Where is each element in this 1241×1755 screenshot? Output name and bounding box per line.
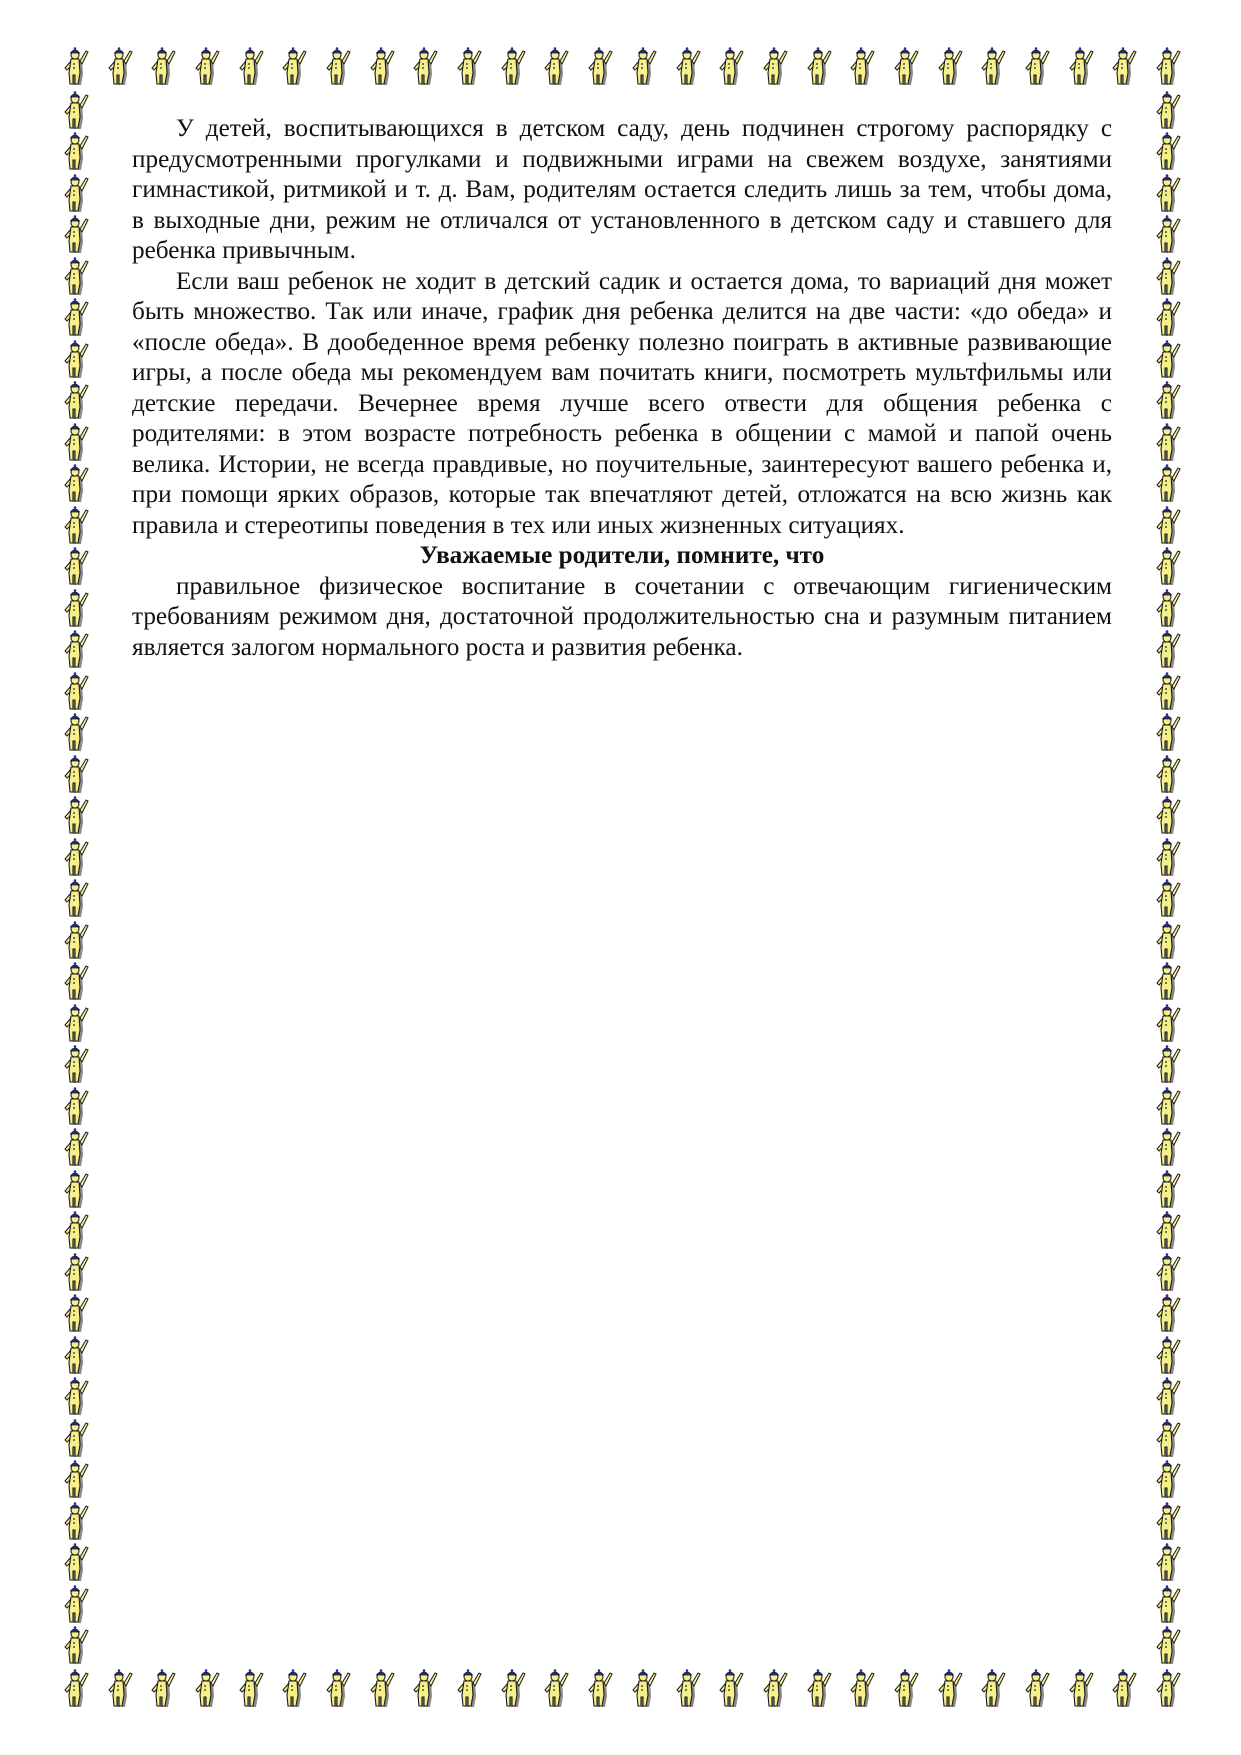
child-figure-icon: [60, 1418, 90, 1458]
child-figure-icon: [60, 1127, 90, 1167]
child-figure-icon: [890, 46, 920, 86]
child-figure-icon: [1152, 505, 1182, 545]
child-figure-icon: [60, 1542, 90, 1582]
child-figure-icon: [60, 256, 90, 296]
child-figure-icon: [60, 1086, 90, 1126]
child-figure-icon: [1152, 256, 1182, 296]
child-figure-icon: [60, 1044, 90, 1084]
child-figure-icon: [60, 131, 90, 171]
child-figure-icon: [366, 46, 396, 86]
child-figure-icon: [1152, 380, 1182, 420]
child-figure-icon: [60, 90, 90, 130]
child-figure-icon: [366, 1668, 396, 1708]
child-figure-icon: [672, 46, 702, 86]
child-figure-icon: [322, 1668, 352, 1708]
child-figure-icon: [540, 46, 570, 86]
child-figure-icon: [1021, 46, 1051, 86]
document-body: [132, 114, 1112, 663]
child-figure-icon: [60, 629, 90, 669]
child-figure-icon: [60, 878, 90, 918]
child-figure-icon: [759, 1668, 789, 1708]
child-figure-icon: [60, 1584, 90, 1624]
child-figure-icon: [60, 463, 90, 503]
child-figure-icon: [1108, 1668, 1138, 1708]
child-figure-icon: [977, 46, 1007, 86]
child-figure-icon: [147, 1668, 177, 1708]
child-figure-icon: [60, 795, 90, 835]
child-figure-icon: [1152, 1625, 1182, 1665]
child-figure-icon: [715, 1668, 745, 1708]
child-figure-icon: [191, 1668, 221, 1708]
child-figure-icon: [60, 837, 90, 877]
child-figure-icon: [715, 46, 745, 86]
section-heading: Уважаемые родители, помните, что: [419, 542, 825, 569]
child-figure-icon: [1152, 920, 1182, 960]
child-figure-icon: [1152, 1335, 1182, 1375]
child-figure-icon: [60, 214, 90, 254]
child-figure-icon: [628, 1668, 658, 1708]
child-figure-icon: [1152, 1293, 1182, 1333]
child-figure-icon: [104, 46, 134, 86]
child-figure-icon: [584, 1668, 614, 1708]
child-figure-icon: [60, 920, 90, 960]
child-figure-icon: [453, 1668, 483, 1708]
child-figure-icon: [1152, 961, 1182, 1001]
child-figure-icon: [977, 1668, 1007, 1708]
paragraph-daily-routine-kindergarten: У детей, воспитывающихся в детском саду, день подчинен строгому распорядку с предусмотренными прогулками и подвижными играми на свежем воздухе, занятиями гимнастикой, ритмикой и т. д. Вам, родителям остается следить лишь за тем, чтобы дома, в выходные дни, режим не отличался от установленного в детском саду и ставшего для ребенка привычным.: [132, 115, 1112, 264]
child-figure-icon: [1152, 1169, 1182, 1209]
child-figure-icon: [1021, 1668, 1051, 1708]
child-figure-icon: [60, 1169, 90, 1209]
child-figure-icon: [1152, 46, 1182, 86]
child-figure-icon: [104, 1668, 134, 1708]
child-figure-icon: [60, 1501, 90, 1541]
child-figure-icon: [278, 1668, 308, 1708]
child-figure-icon: [60, 1003, 90, 1043]
child-figure-icon: [1152, 173, 1182, 213]
child-figure-icon: [60, 546, 90, 586]
child-figure-icon: [235, 1668, 265, 1708]
paragraph-daily-routine-home: Если ваш ребенок не ходит в детский садик и остается дома, то вариаций дня может быть множество. Так или иначе, график дня ребенка делится на две части: «до обеда» и «после обеда». В дообеденное время ребенку полезно поиграть в активные развивающие игры, а после обеда мы рекомендуем вам почитать книги, посмотреть мультфильмы или детские передачи. Вечернее время лучше всего отвести для общения ребенка с родителями: в этом возрасте потребность ребенка в общении с мамой и папой очень велика. Истории, не всегда правдивые, но поучительные, заинтересуют вашего ребенка и, при помощи ярких образов, которые так впечатляют детей, отложатся на всю жизнь как правила и стереотипы поведения в тех или иных жизненных ситуациях.: [132, 267, 1112, 539]
child-figure-icon: [60, 1210, 90, 1250]
child-figure-icon: [147, 46, 177, 86]
child-figure-icon: [409, 1668, 439, 1708]
child-figure-icon: [1152, 422, 1182, 462]
child-figure-icon: [60, 1252, 90, 1292]
child-figure-icon: [191, 46, 221, 86]
child-figure-icon: [235, 46, 265, 86]
child-figure-icon: [1152, 90, 1182, 130]
child-figure-icon: [409, 46, 439, 86]
child-figure-icon: [60, 505, 90, 545]
child-figure-icon: [1152, 214, 1182, 254]
child-figure-icon: [1152, 1044, 1182, 1084]
child-figure-icon: [278, 46, 308, 86]
child-figure-icon: [60, 588, 90, 628]
child-figure-icon: [60, 1668, 90, 1708]
child-figure-icon: [60, 671, 90, 711]
child-figure-icon: [60, 422, 90, 462]
child-figure-icon: [1152, 339, 1182, 379]
child-figure-icon: [60, 712, 90, 752]
child-figure-icon: [1152, 1668, 1182, 1708]
child-figure-icon: [60, 46, 90, 86]
child-figure-icon: [1152, 1584, 1182, 1624]
child-figure-icon: [1108, 46, 1138, 86]
child-figure-icon: [1152, 1459, 1182, 1499]
child-figure-icon: [497, 46, 527, 86]
child-figure-icon: [1152, 629, 1182, 669]
child-figure-icon: [934, 1668, 964, 1708]
child-figure-icon: [60, 754, 90, 794]
child-figure-icon: [60, 297, 90, 337]
child-figure-icon: [1152, 1086, 1182, 1126]
child-figure-icon: [1152, 1003, 1182, 1043]
child-figure-icon: [60, 173, 90, 213]
child-figure-icon: [803, 46, 833, 86]
child-figure-icon: [1152, 1376, 1182, 1416]
child-figure-icon: [540, 1668, 570, 1708]
child-figure-icon: [1152, 878, 1182, 918]
child-figure-icon: [1152, 546, 1182, 586]
child-figure-icon: [1152, 671, 1182, 711]
child-figure-icon: [60, 1625, 90, 1665]
child-figure-icon: [890, 1668, 920, 1708]
child-figure-icon: [1065, 46, 1095, 86]
child-figure-icon: [1152, 1542, 1182, 1582]
child-figure-icon: [846, 1668, 876, 1708]
child-figure-icon: [60, 339, 90, 379]
child-figure-icon: [453, 46, 483, 86]
child-figure-icon: [1152, 795, 1182, 835]
child-figure-icon: [1065, 1668, 1095, 1708]
child-figure-icon: [1152, 1501, 1182, 1541]
child-figure-icon: [1152, 1127, 1182, 1167]
child-figure-icon: [1152, 1418, 1182, 1458]
child-figure-icon: [497, 1668, 527, 1708]
child-figure-icon: [60, 1459, 90, 1499]
child-figure-icon: [1152, 297, 1182, 337]
child-figure-icon: [1152, 463, 1182, 503]
child-figure-icon: [584, 46, 614, 86]
child-figure-icon: [1152, 1252, 1182, 1292]
child-figure-icon: [1152, 754, 1182, 794]
child-figure-icon: [934, 46, 964, 86]
child-figure-icon: [1152, 837, 1182, 877]
child-figure-icon: [1152, 712, 1182, 752]
child-figure-icon: [60, 1293, 90, 1333]
child-figure-icon: [60, 1335, 90, 1375]
child-figure-icon: [322, 46, 352, 86]
child-figure-icon: [628, 46, 658, 86]
child-figure-icon: [1152, 588, 1182, 628]
child-figure-icon: [60, 1376, 90, 1416]
child-figure-icon: [672, 1668, 702, 1708]
child-figure-icon: [1152, 131, 1182, 171]
child-figure-icon: [60, 380, 90, 420]
child-figure-icon: [759, 46, 789, 86]
child-figure-icon: [1152, 1210, 1182, 1250]
child-figure-icon: [60, 961, 90, 1001]
child-figure-icon: [846, 46, 876, 86]
child-figure-icon: [803, 1668, 833, 1708]
paragraph-closing: правильное физическое воспитание в сочетании с отвечающим гигиеническим требованиям режимом дня, достаточной продолжительностью сна и разумным питанием является залогом нормального роста и развития ребенка.: [132, 572, 1112, 661]
